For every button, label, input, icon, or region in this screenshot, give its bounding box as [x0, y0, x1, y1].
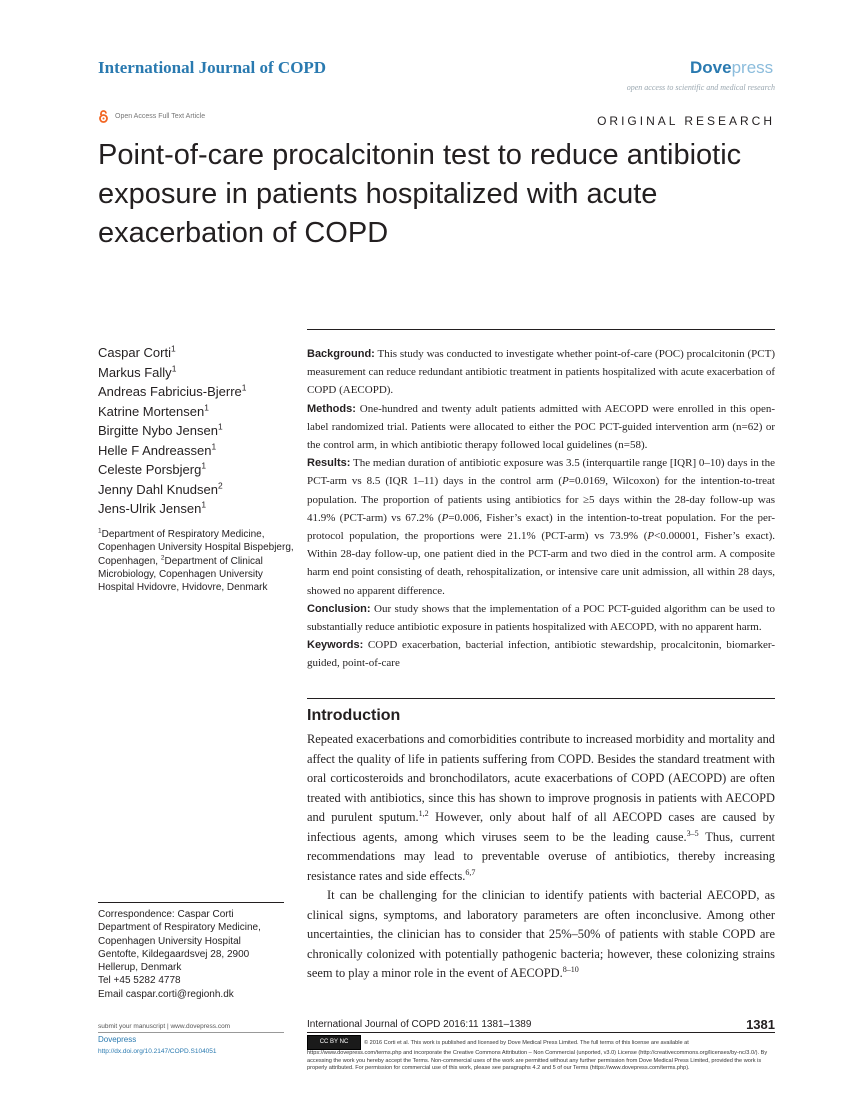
footer-publisher: Dovepress	[98, 1035, 137, 1044]
abstract-text: COPD exacerbation, bacterial infection, antibiotic stewardship, procalcitonin, biomarker-guided, point-of-care	[307, 639, 775, 670]
affiliations	[98, 528, 298, 594]
author-name: Birgitte Nybo Jensen	[98, 423, 218, 438]
author-affiliation: 2	[217, 480, 223, 491]
author	[98, 363, 298, 383]
author	[98, 402, 298, 422]
abstract-text: The median duration of antibiotic exposure was 3.5 (interquartile range [IQR] 0–10) days in the PCT-arm vs 8.5 (IQR 1–11) days in the control arm (	[307, 457, 775, 488]
p-value-symbol: P	[562, 475, 569, 488]
author-list	[98, 343, 298, 519]
abstract-conclusion	[307, 600, 775, 636]
license-text: © 2016 Corti et al. This work is published and licensed by Dove Medical Press Limited. The full terms of this license are available at https://www.dovepress.com/terms.php and incorporate the Creative Commons Attribution – Non Commercial (unported, v3.0) License (http://creativecommons.org/licenses/by-nc/3.0/). By accessing the work you hereby accept the Terms. Non-commercial uses of the work are permitted without any further permission from Dove Medical Press Limited, provided the work is properly attributed. For permission for commercial use of this work, please see paragraphs 4.2 and 5 of our Terms (https://www.dovepress.com/terms.php).	[307, 1039, 768, 1072]
author-name: Caspar Corti	[98, 345, 171, 360]
abstract-text: This study was conducted to investigate whether point-of-care (POC) procalcitonin (PCT) measurement can reduce redundant antibiotic treatment in patients hospitalized with acute exacerbation of COPD (AECOPD).	[307, 348, 775, 397]
correspondence-line: Correspondence: Caspar Corti	[98, 909, 234, 920]
abstract-label: Methods:	[307, 402, 356, 415]
abstract	[307, 345, 775, 673]
correspondence-line: Department of Respiratory Medicine,	[98, 922, 261, 934]
correspondence-line: Tel +45 5282 4778	[98, 975, 181, 987]
abstract-keywords	[307, 636, 775, 672]
article-type: ORIGINAL RESEARCH	[597, 114, 775, 128]
abstract-text: Our study shows that the implementation of a POC PCT-guided algorithm can be used to substantially reduce antibiotic exposure in patients hospitalized with AECOPD, with no apparent harm.	[307, 602, 775, 634]
page-number: 1381	[746, 1017, 775, 1032]
paragraph-text: However, only about half of all AECOPD cases are caused by infectious agents, among which viruses seem to be the leading cause.	[307, 810, 775, 844]
abstract-text: =0.0169, Wilcoxon) for the intention-to-treat population. The proportion of patients using antibiotics for ≥5 days within the 28-day follow-up was 41.9% (PCT-arm) vs 67.2% (	[307, 475, 775, 524]
correspondence-line: Gentofte, Kildegaardsvej 28, 2900	[98, 948, 250, 960]
p-value-symbol: P	[647, 530, 655, 543]
paragraph	[307, 886, 775, 984]
citation-ref[interactable]: 3–5	[686, 828, 699, 838]
affiliation-marker: 2	[160, 554, 165, 562]
abstract-methods	[307, 400, 775, 455]
open-access-lock-icon	[98, 110, 109, 123]
submit-manuscript-link[interactable]: submit your manuscript | www.dovepress.com	[98, 1023, 231, 1030]
license-notice	[307, 1035, 775, 1073]
section-heading-introduction: Introduction	[307, 707, 401, 724]
abstract-text: One-hundred and twenty adult patients admitted with AECOPD were enrolled in this open-label randomized trial. Patients were allocated to either the POC PCT-guided intervention arm (n=62) or the control arm, in which antibiotic therapy followed local guidelines (n=58).	[307, 402, 775, 452]
affiliation-text: Department of Respiratory Medicine, Copenhagen University Hospital Bispebjerg, Copenhagen,	[98, 529, 294, 567]
abstract-label: Conclusion:	[307, 602, 371, 615]
author	[98, 421, 298, 441]
author-name: Celeste Porsbjerg	[98, 462, 202, 477]
author-affiliation: 1	[241, 382, 247, 393]
paragraph-text: Repeated exacerbations and comorbidities contribute to increased morbidity and mortality and affect the quality of life in patients suffering from COPD. Besides the standard treatment with oral corticosteroids and bronchodilators, acute exacerbations of COPD (AECOPD) are often treated with antibiotics, since this has shown to improve prognosis in patients with AECOPD and purulent sputum.	[307, 732, 775, 824]
citation-ref[interactable]: 1,2	[418, 808, 429, 818]
author-affiliation: 1	[201, 499, 207, 510]
abstract-label: Background:	[307, 348, 375, 360]
citation-ref[interactable]: 6,7	[465, 867, 476, 877]
article-title: Point-of-care procalcitonin test to reduce antibiotic exposure in patients hospitalized with acute exacerbation of COPD	[98, 139, 742, 249]
cc-license-icon[interactable]: CC BY NC	[307, 1035, 361, 1050]
author-affiliation: 1	[217, 421, 223, 432]
author-name: Jenny Dahl Knudsen	[98, 481, 218, 497]
abstract-results	[307, 454, 775, 600]
journal-title: International Journal of COPD	[98, 58, 327, 77]
footer-citation: International Journal of COPD 2016:11 1381–1389	[307, 1019, 532, 1030]
author	[98, 382, 298, 402]
author-name: Jens-Ulrik Jensen	[98, 501, 202, 516]
author-name: Andreas Fabricius-Bjerre	[98, 384, 242, 399]
author	[98, 343, 298, 363]
affiliation-marker: 1	[98, 527, 102, 535]
correspondence	[98, 908, 298, 1001]
introduction-body	[307, 730, 775, 984]
author-name: Markus Fally	[98, 364, 172, 380]
abstract-rule-bottom	[307, 698, 775, 699]
open-access-text: Open Access Full Text Article	[115, 113, 206, 120]
footer-rule-left	[98, 1032, 284, 1033]
abstract-label: Results:	[307, 457, 351, 470]
author-affiliation: 1	[201, 460, 207, 471]
publisher-tagline: open access to scientific and medical research	[626, 83, 775, 92]
open-access-label	[98, 110, 205, 123]
author-affiliation: 1	[170, 343, 176, 354]
doi-link[interactable]: http://dx.doi.org/10.2147/COPD.S104051	[98, 1048, 217, 1055]
author-name: Helle F Andreassen	[98, 442, 212, 458]
author-affiliation: 1	[211, 441, 217, 452]
abstract-text: <0.00001, Fisher’s exact). Within 28-day follow-up, one patient died in the PCT-arm and two died in the control arm. A composite harm end point consisting of death, rehospitalization, or intensive care unit admission, all within 28 days, showed no apparent difference.	[307, 530, 775, 597]
paragraph	[307, 730, 775, 886]
correspondence-email[interactable]: Email caspar.corti@regionh.dk	[98, 988, 234, 1000]
affiliation-text: Department of Clinical Microbiology, Copenhagen University Hospital Hvidovre, Hvidovre, Denmark	[98, 555, 268, 594]
author	[98, 480, 298, 500]
author-affiliation: 1	[171, 363, 177, 374]
publisher-logo	[690, 58, 773, 78]
author-name: Katrine Mortensen	[98, 403, 205, 419]
correspondence-line: Hellerup, Denmark	[98, 962, 182, 974]
paragraph-text: It can be challenging for the clinician to identify patients with bacterial AECOPD, as clinical signs, symptoms, and laboratory parameters are often inconclusive. Among other uncertainties, the clinician has to consider that 25%–50% of patients with stable COPD are chronically colonized with potentially pathogenic bacteria; however, these colonizing strains seem to play a minor role in the event of AECOPD.	[307, 888, 775, 980]
author	[98, 441, 298, 461]
publisher-logo-light: press	[731, 58, 774, 77]
paragraph-text: Thus, current recommendations may lead to preventable overuse of antibiotics, thereby increasing resistance rates and side effects.	[307, 829, 775, 883]
abstract-background	[307, 345, 775, 400]
correspondence-rule	[98, 902, 284, 903]
abstract-label: Keywords:	[307, 639, 364, 652]
abstract-rule-top	[307, 329, 775, 330]
author	[98, 499, 298, 519]
citation-ref[interactable]: 8–10	[562, 964, 579, 974]
author	[98, 460, 298, 480]
correspondence-line: Copenhagen University Hospital	[98, 935, 241, 947]
footer-left	[98, 1022, 230, 1057]
p-value-symbol: P	[441, 511, 449, 524]
abstract-text: =0.006, Fisher’s exact) in the intention-to-treat population. For the per-protocol population, the proportions were 21.1% (PCT-arm) vs 73.9% (	[307, 511, 775, 543]
footer-rule-right	[307, 1032, 775, 1033]
publisher-logo-dark: Dove	[690, 58, 732, 77]
author-affiliation: 1	[204, 402, 209, 413]
